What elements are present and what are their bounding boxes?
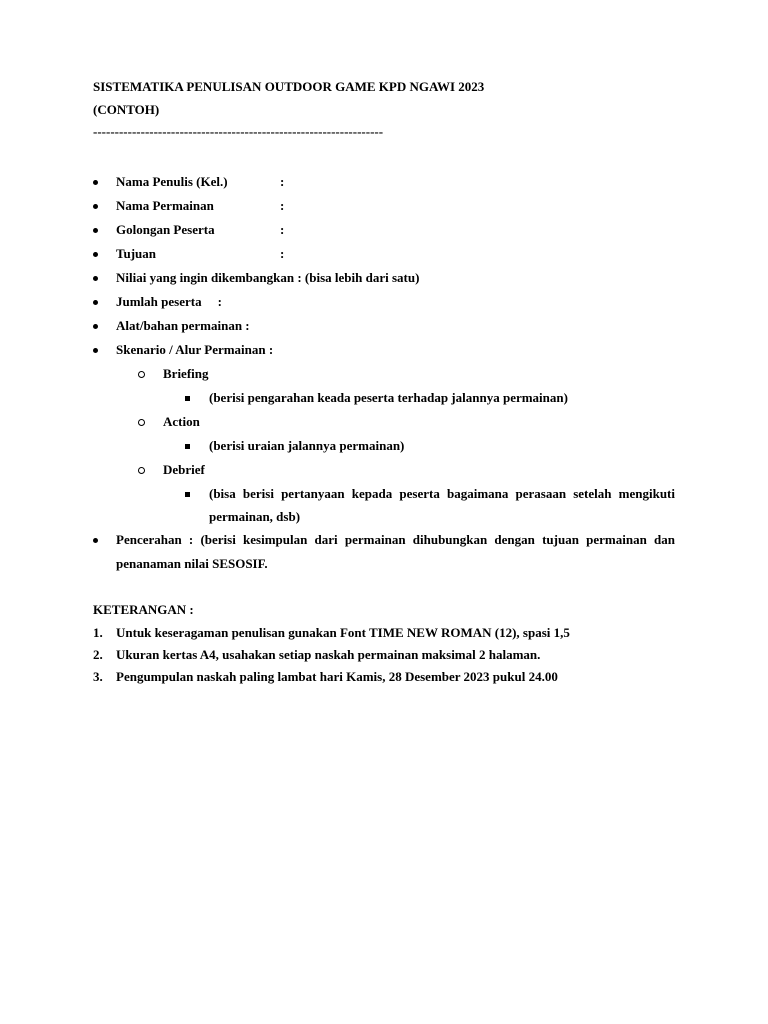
sub-item-text: Debrief <box>163 462 205 477</box>
bullet-dot-icon <box>93 338 107 362</box>
field-label: Tujuan <box>116 246 156 261</box>
bullet-circle-icon <box>138 458 152 482</box>
detail-item-action <box>93 434 675 458</box>
note-item <box>93 644 675 666</box>
bullet-square-icon <box>185 386 199 410</box>
list-item-text: Pencerahan : (berisi kesimpulan dari permainan dihubungkan dengan tujuan permainan dan penanaman nilai SESOSIF. <box>116 532 675 571</box>
field-colon: : <box>280 222 285 237</box>
bullet-square-icon <box>185 482 199 505</box>
bullet-dot-icon <box>93 266 107 290</box>
list-item-nilai <box>93 266 675 290</box>
list-item-tujuan <box>93 242 675 266</box>
list-item-alat-bahan <box>93 314 675 338</box>
note-text: Ukuran kertas A4, usahakan setiap naskah permainan maksimal 2 halaman. <box>116 647 541 662</box>
keterangan-list <box>93 622 675 688</box>
list-item-nama-penulis <box>93 170 675 194</box>
list-item-text: Skenario / Alur Permainan : <box>116 342 274 357</box>
list-item-text: Jumlah peserta <box>116 294 202 309</box>
list-item-skenario <box>93 338 675 362</box>
detail-item-briefing <box>93 386 675 410</box>
detail-item-debrief <box>93 482 675 528</box>
detail-item-text: (berisi uraian jalannya permainan) <box>209 438 405 453</box>
bullet-circle-icon <box>138 362 152 386</box>
field-colon: : <box>280 246 285 261</box>
sub-item-action <box>93 410 675 434</box>
note-number: 1. <box>93 625 103 640</box>
field-label: Nama Penulis (Kel.) <box>116 174 228 189</box>
note-item <box>93 666 675 688</box>
dashed-divider: ------------------------------------------------------------------- <box>93 124 384 139</box>
list-item-jumlah-peserta <box>93 290 675 314</box>
sub-item-text: Action <box>163 414 200 429</box>
bullet-dot-icon <box>93 314 107 338</box>
document-page <box>93 75 675 688</box>
list-item-nama-permainan <box>93 194 675 218</box>
note-number: 2. <box>93 647 103 662</box>
document-subtitle: (CONTOH) <box>93 102 160 117</box>
document-title: SISTEMATIKA PENULISAN OUTDOOR GAME KPD NGAWI 2023 <box>93 79 485 94</box>
bullet-dot-icon <box>93 218 107 242</box>
note-item <box>93 622 675 644</box>
sub-item-debrief <box>93 458 675 482</box>
sub-item-text: Briefing <box>163 366 209 381</box>
field-colon: : <box>280 174 285 189</box>
detail-item-text: (bisa berisi pertanyaan kepada peserta bagaimana perasaan setelah mengikuti permainan, dsb) <box>209 486 675 524</box>
field-label: Golongan Peserta <box>116 222 215 237</box>
detail-item-text: (berisi pengarahan keada peserta terhadap jalannya permainan) <box>209 390 568 405</box>
bullet-circle-icon <box>138 410 152 434</box>
list-item-text: Niliai yang ingin dikembangkan : (bisa lebih dari satu) <box>116 270 420 285</box>
list-item-text: Alat/bahan permainan : <box>116 318 250 333</box>
note-number: 3. <box>93 669 103 684</box>
keterangan-heading: KETERANGAN : <box>93 602 194 617</box>
bullet-dot-icon <box>93 290 107 314</box>
list-item-pencerahan <box>93 528 675 576</box>
field-label: Nama Permainan <box>116 198 214 213</box>
bullet-dot-icon <box>93 242 107 266</box>
sub-item-briefing <box>93 362 675 386</box>
note-text: Pengumpulan naskah paling lambat hari Kamis, 28 Desember 2023 pukul 24.00 <box>116 669 558 684</box>
outline-list <box>93 170 675 576</box>
bullet-dot-icon <box>93 528 107 552</box>
list-item-golongan-peserta <box>93 218 675 242</box>
field-colon: : <box>217 294 222 309</box>
bullet-dot-icon <box>93 170 107 194</box>
field-colon: : <box>280 198 285 213</box>
note-text: Untuk keseragaman penulisan gunakan Font TIME NEW ROMAN (12), spasi 1,5 <box>116 625 570 640</box>
bullet-dot-icon <box>93 194 107 218</box>
bullet-square-icon <box>185 434 199 458</box>
